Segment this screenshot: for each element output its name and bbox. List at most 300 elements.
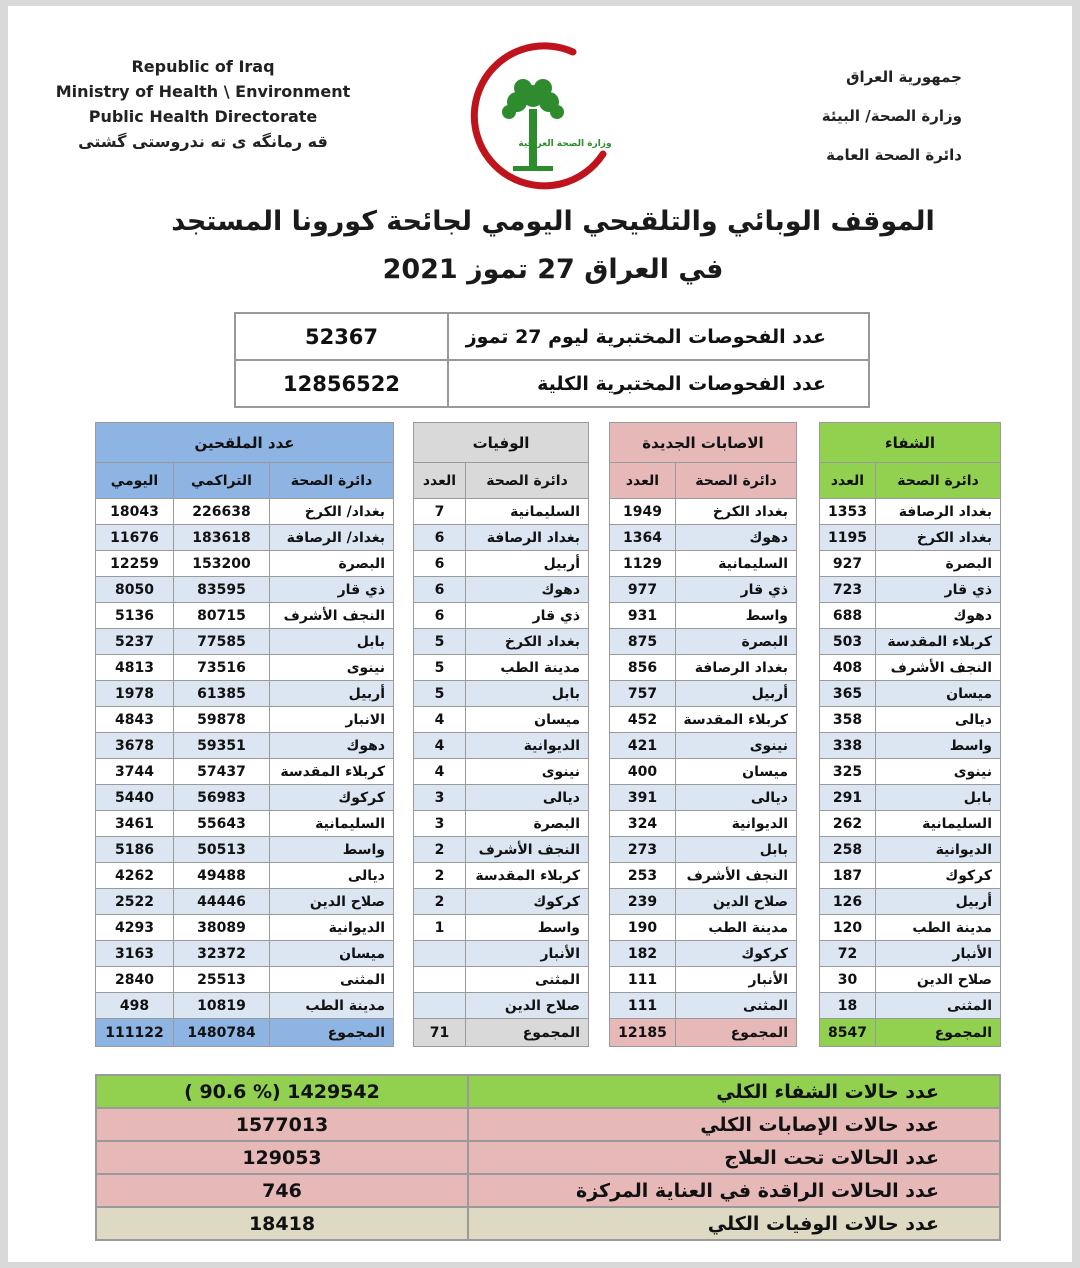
summary-value: 746	[96, 1174, 468, 1207]
vaccinated-daily-cell: 5440	[96, 785, 174, 811]
deaths-name-cell: صلاح الدين	[466, 993, 589, 1019]
vaccinated-cumulative-cell: 50513	[174, 837, 270, 863]
vaccinated-row	[96, 551, 394, 577]
vaccinated-name-cell: ذي قار	[270, 577, 394, 603]
vaccinated-name-cell: نينوى	[270, 655, 394, 681]
vaccinated-row	[96, 681, 394, 707]
summary-value: ( 90.6 %) 1429542	[96, 1075, 468, 1108]
new-cases-name-cell: دهوك	[676, 525, 797, 551]
new-cases-count-cell: 757	[610, 681, 676, 707]
new-cases-name-cell: المثنى	[676, 993, 797, 1019]
recovered-count-cell: 262	[820, 811, 876, 837]
deaths-name-cell: النجف الأشرف	[466, 837, 589, 863]
deaths-row	[414, 629, 589, 655]
new-cases-row	[610, 629, 797, 655]
deaths-row	[414, 837, 589, 863]
daily-tests-value: 52367	[235, 313, 448, 360]
new-cases-row	[610, 837, 797, 863]
vaccinated-daily-cell: 2840	[96, 967, 174, 993]
vaccinated-cumulative-cell: 80715	[174, 603, 270, 629]
deaths-name-cell: بغداد الكرخ	[466, 629, 589, 655]
vaccinated-daily-cell: 11676	[96, 525, 174, 551]
vaccinated-caption: عدد الملقحين	[96, 423, 394, 463]
lab-tests-table	[234, 312, 870, 408]
deaths-row	[414, 889, 589, 915]
recovered-count-cell: 187	[820, 863, 876, 889]
recovered-row	[820, 551, 1001, 577]
new-cases-row	[610, 941, 797, 967]
deaths-col-count: العدد	[414, 463, 466, 499]
vaccinated-row	[96, 603, 394, 629]
vaccinated-cumulative-cell: 57437	[174, 759, 270, 785]
recovered-row	[820, 811, 1001, 837]
summary-row-icu	[96, 1174, 1000, 1207]
new-cases-count-cell: 1129	[610, 551, 676, 577]
new-cases-row	[610, 811, 797, 837]
recovered-table	[819, 422, 1001, 1047]
new-cases-row	[610, 681, 797, 707]
total-tests-label: عدد الفحوصات المختبرية الكلية	[448, 360, 869, 407]
vaccinated-row	[96, 837, 394, 863]
recovered-count-cell: 503	[820, 629, 876, 655]
deaths-row	[414, 681, 589, 707]
new-cases-name-cell: ديالى	[676, 785, 797, 811]
recovered-name-cell: الديوانية	[876, 837, 1001, 863]
recovered-name-cell: ذي قار	[876, 577, 1001, 603]
new-cases-total-value: 12185	[610, 1019, 676, 1047]
summary-value: 18418	[96, 1207, 468, 1240]
vaccinated-daily-cell: 12259	[96, 551, 174, 577]
recovered-row	[820, 785, 1001, 811]
deaths-name-cell: بابل	[466, 681, 589, 707]
vaccinated-daily-cell: 5136	[96, 603, 174, 629]
recovered-name-cell: دهوك	[876, 603, 1001, 629]
recovered-row	[820, 499, 1001, 525]
vaccinated-name-cell: النجف الأشرف	[270, 603, 394, 629]
header-en-line: Ministry of Health \ Environment	[55, 82, 351, 101]
vaccinated-name-cell: الديوانية	[270, 915, 394, 941]
new-cases-name-cell: كربلاء المقدسة	[676, 707, 797, 733]
vaccinated-name-cell: بابل	[270, 629, 394, 655]
vaccinated-cumulative-cell: 183618	[174, 525, 270, 551]
vaccinated-total-row	[96, 1019, 394, 1047]
deaths-name-cell: الأنبار	[466, 941, 589, 967]
new-cases-name-cell: بغداد الكرخ	[676, 499, 797, 525]
deaths-row	[414, 525, 589, 551]
deaths-count-cell: 5	[414, 655, 466, 681]
recovered-name-cell: نينوى	[876, 759, 1001, 785]
deaths-name-cell: السليمانية	[466, 499, 589, 525]
vaccinated-name-cell: مدينة الطب	[270, 993, 394, 1019]
new-cases-name-cell: الديوانية	[676, 811, 797, 837]
new-cases-name-cell: الأنبار	[676, 967, 797, 993]
deaths-row	[414, 577, 589, 603]
vaccinated-row	[96, 785, 394, 811]
vaccinated-table	[95, 422, 394, 1047]
deaths-row	[414, 759, 589, 785]
new-cases-name-cell: نينوى	[676, 733, 797, 759]
vaccinated-name-cell: ميسان	[270, 941, 394, 967]
new-cases-name-cell: البصرة	[676, 629, 797, 655]
vaccinated-cumulative-cell: 25513	[174, 967, 270, 993]
deaths-count-cell: 6	[414, 551, 466, 577]
vaccinated-cumulative-cell: 73516	[174, 655, 270, 681]
recovered-row	[820, 759, 1001, 785]
deaths-count-cell: 2	[414, 889, 466, 915]
recovered-row	[820, 681, 1001, 707]
page-title: الموقف الوبائي والتلقيحي اليومي لجائحة كورونا المستجد	[171, 206, 935, 237]
deaths-count-cell: 7	[414, 499, 466, 525]
new-cases-count-cell: 931	[610, 603, 676, 629]
summary-label: عدد حالات الوفيات الكلي	[468, 1207, 1000, 1240]
vaccinated-row	[96, 915, 394, 941]
vaccinated-total-cumulative: 1480784	[174, 1019, 270, 1047]
deaths-name-cell: البصرة	[466, 811, 589, 837]
recovered-row	[820, 889, 1001, 915]
new-cases-name-cell: واسط	[676, 603, 797, 629]
recovered-count-cell: 723	[820, 577, 876, 603]
recovered-count-cell: 688	[820, 603, 876, 629]
vaccinated-cumulative-cell: 55643	[174, 811, 270, 837]
vaccinated-row	[96, 525, 394, 551]
deaths-count-cell: 6	[414, 577, 466, 603]
recovered-col-count: العدد	[820, 463, 876, 499]
vaccinated-daily-cell: 4293	[96, 915, 174, 941]
header-arabic	[762, 58, 962, 175]
deaths-name-cell: كركوك	[466, 889, 589, 915]
deaths-name-cell: كربلاء المقدسة	[466, 863, 589, 889]
recovered-row	[820, 993, 1001, 1019]
new-cases-col-name: دائرة الصحة	[676, 463, 797, 499]
new-cases-row	[610, 759, 797, 785]
recovered-count-cell: 258	[820, 837, 876, 863]
deaths-name-cell: واسط	[466, 915, 589, 941]
recovered-name-cell: واسط	[876, 733, 1001, 759]
vaccinated-daily-cell: 3678	[96, 733, 174, 759]
new-cases-row	[610, 525, 797, 551]
new-cases-count-cell: 111	[610, 993, 676, 1019]
new-cases-caption: الاصابات الجديدة	[610, 423, 797, 463]
vaccinated-cumulative-cell: 32372	[174, 941, 270, 967]
deaths-col-name: دائرة الصحة	[466, 463, 589, 499]
recovered-row	[820, 915, 1001, 941]
new-cases-row	[610, 707, 797, 733]
recovered-count-cell: 30	[820, 967, 876, 993]
recovered-count-cell: 408	[820, 655, 876, 681]
new-cases-name-cell: أربيل	[676, 681, 797, 707]
deaths-name-cell: بغداد الرصافة	[466, 525, 589, 551]
new-cases-row	[610, 551, 797, 577]
deaths-count-cell	[414, 941, 466, 967]
new-cases-row	[610, 603, 797, 629]
deaths-count-cell: 5	[414, 681, 466, 707]
new-cases-row	[610, 655, 797, 681]
recovered-name-cell: مدينة الطب	[876, 915, 1001, 941]
new-cases-total-label: المجموع	[676, 1019, 797, 1047]
summary-label: عدد الحالات الراقدة في العناية المركزة	[468, 1174, 1000, 1207]
deaths-row	[414, 733, 589, 759]
vaccinated-cumulative-cell: 44446	[174, 889, 270, 915]
deaths-count-cell	[414, 993, 466, 1019]
vaccinated-name-cell: بغداد/ الكرخ	[270, 499, 394, 525]
vaccinated-daily-cell: 1978	[96, 681, 174, 707]
recovered-row	[820, 967, 1001, 993]
deaths-count-cell	[414, 967, 466, 993]
header-ar-line: دائرة الصحة العامة	[826, 146, 962, 164]
new-cases-row	[610, 863, 797, 889]
recovered-row	[820, 863, 1001, 889]
ministry-logo-icon	[453, 34, 633, 194]
vaccinated-name-cell: كربلاء المقدسة	[270, 759, 394, 785]
recovered-row	[820, 629, 1001, 655]
deaths-name-cell: الديوانية	[466, 733, 589, 759]
new-cases-name-cell: ميسان	[676, 759, 797, 785]
new-cases-count-cell: 324	[610, 811, 676, 837]
vaccinated-row	[96, 499, 394, 525]
recovered-count-cell: 358	[820, 707, 876, 733]
deaths-row	[414, 967, 589, 993]
recovered-name-cell: البصرة	[876, 551, 1001, 577]
vaccinated-cumulative-cell: 61385	[174, 681, 270, 707]
recovered-count-cell: 325	[820, 759, 876, 785]
summary-row-total-recovered	[96, 1075, 1000, 1108]
vaccinated-name-cell: البصرة	[270, 551, 394, 577]
vaccinated-row	[96, 889, 394, 915]
deaths-total-value: 71	[414, 1019, 466, 1047]
logo-text: وزارة الصحة العراقية	[518, 139, 612, 149]
summary-table	[95, 1074, 1001, 1241]
deaths-count-cell: 4	[414, 759, 466, 785]
deaths-total-label: المجموع	[466, 1019, 589, 1047]
summary-value: 129053	[96, 1141, 468, 1174]
vaccinated-row	[96, 967, 394, 993]
deaths-row	[414, 811, 589, 837]
vaccinated-daily-cell: 3461	[96, 811, 174, 837]
recovered-row	[820, 525, 1001, 551]
recovered-name-cell: صلاح الدين	[876, 967, 1001, 993]
recovered-name-cell: كربلاء المقدسة	[876, 629, 1001, 655]
deaths-count-cell: 4	[414, 733, 466, 759]
vaccinated-cumulative-cell: 59878	[174, 707, 270, 733]
recovered-col-name: دائرة الصحة	[876, 463, 1001, 499]
vaccinated-row	[96, 577, 394, 603]
recovered-name-cell: بغداد الكرخ	[876, 525, 1001, 551]
deaths-count-cell: 5	[414, 629, 466, 655]
recovered-count-cell: 120	[820, 915, 876, 941]
new-cases-count-cell: 452	[610, 707, 676, 733]
recovered-row	[820, 837, 1001, 863]
new-cases-count-cell: 400	[610, 759, 676, 785]
new-cases-name-cell: صلاح الدين	[676, 889, 797, 915]
vaccinated-row	[96, 941, 394, 967]
new-cases-count-cell: 1364	[610, 525, 676, 551]
vaccinated-col-daily: اليومي	[96, 463, 174, 499]
new-cases-count-cell: 1949	[610, 499, 676, 525]
vaccinated-row	[96, 993, 394, 1019]
new-cases-total-row	[610, 1019, 797, 1047]
new-cases-row	[610, 967, 797, 993]
new-cases-count-cell: 391	[610, 785, 676, 811]
vaccinated-row	[96, 759, 394, 785]
deaths-count-cell: 2	[414, 863, 466, 889]
recovered-row	[820, 941, 1001, 967]
vaccinated-row	[96, 733, 394, 759]
new-cases-col-count: العدد	[610, 463, 676, 499]
new-cases-name-cell: النجف الأشرف	[676, 863, 797, 889]
vaccinated-daily-cell: 5237	[96, 629, 174, 655]
summary-row-under-treatment	[96, 1141, 1000, 1174]
recovered-count-cell: 927	[820, 551, 876, 577]
deaths-row	[414, 707, 589, 733]
deaths-row	[414, 863, 589, 889]
new-cases-count-cell: 111	[610, 967, 676, 993]
deaths-count-cell: 6	[414, 525, 466, 551]
recovered-total-label: المجموع	[876, 1019, 1001, 1047]
page-subtitle-date: في العراق 27 تموز 2021	[382, 254, 724, 285]
deaths-name-cell: ديالى	[466, 785, 589, 811]
new-cases-name-cell: ذي قار	[676, 577, 797, 603]
vaccinated-row	[96, 811, 394, 837]
vaccinated-col-name: دائرة الصحة	[270, 463, 394, 499]
recovered-name-cell: أربيل	[876, 889, 1001, 915]
deaths-row	[414, 655, 589, 681]
recovered-count-cell: 1195	[820, 525, 876, 551]
recovered-caption: الشفاء	[820, 423, 1001, 463]
vaccinated-daily-cell: 3744	[96, 759, 174, 785]
vaccinated-name-cell: صلاح الدين	[270, 889, 394, 915]
recovered-row	[820, 577, 1001, 603]
recovered-name-cell: ميسان	[876, 681, 1001, 707]
total-tests-value: 12856522	[235, 360, 448, 407]
recovered-name-cell: المثنى	[876, 993, 1001, 1019]
vaccinated-daily-cell: 8050	[96, 577, 174, 603]
vaccinated-row	[96, 707, 394, 733]
deaths-count-cell: 2	[414, 837, 466, 863]
daily-tests-label: عدد الفحوصات المختبرية ليوم 27 تموز	[448, 313, 869, 360]
vaccinated-daily-cell: 18043	[96, 499, 174, 525]
vaccinated-daily-cell: 5186	[96, 837, 174, 863]
recovered-total-value: 8547	[820, 1019, 876, 1047]
recovered-name-cell: النجف الأشرف	[876, 655, 1001, 681]
vaccinated-name-cell: الانبار	[270, 707, 394, 733]
header-en-line: Public Health Directorate	[88, 107, 318, 126]
new-cases-count-cell: 856	[610, 655, 676, 681]
deaths-row	[414, 603, 589, 629]
deaths-table	[413, 422, 589, 1047]
new-cases-name-cell: مدينة الطب	[676, 915, 797, 941]
vaccinated-cumulative-cell: 83595	[174, 577, 270, 603]
summary-label: عدد حالات الإصابات الكلي	[468, 1108, 1000, 1141]
recovered-name-cell: بغداد الرصافة	[876, 499, 1001, 525]
vaccinated-name-cell: دهوك	[270, 733, 394, 759]
deaths-count-cell: 6	[414, 603, 466, 629]
vaccinated-name-cell: كركوك	[270, 785, 394, 811]
ministry-logo	[453, 34, 633, 194]
new-cases-row	[610, 889, 797, 915]
deaths-name-cell: ذي قار	[466, 603, 589, 629]
vaccinated-cumulative-cell: 226638	[174, 499, 270, 525]
deaths-row	[414, 785, 589, 811]
new-cases-count-cell: 273	[610, 837, 676, 863]
deaths-name-cell: مدينة الطب	[466, 655, 589, 681]
new-cases-row	[610, 499, 797, 525]
header-en-line: قه رمانگه ی ته ندروستی گشتی	[78, 132, 328, 151]
header-ar-line: وزارة الصحة/ البيئة	[821, 107, 962, 125]
vaccinated-col-cumulative: التراكمي	[174, 463, 270, 499]
tests-row-daily	[235, 313, 869, 360]
deaths-total-row	[414, 1019, 589, 1047]
recovered-count-cell: 126	[820, 889, 876, 915]
summary-row-total-cases	[96, 1108, 1000, 1141]
vaccinated-daily-cell: 2522	[96, 889, 174, 915]
new-cases-row	[610, 577, 797, 603]
deaths-name-cell: نينوى	[466, 759, 589, 785]
recovered-count-cell: 338	[820, 733, 876, 759]
new-cases-count-cell: 421	[610, 733, 676, 759]
vaccinated-cumulative-cell: 77585	[174, 629, 270, 655]
recovered-row	[820, 707, 1001, 733]
new-cases-count-cell: 239	[610, 889, 676, 915]
recovered-count-cell: 1353	[820, 499, 876, 525]
vaccinated-name-cell: أربيل	[270, 681, 394, 707]
new-cases-name-cell: بغداد الرصافة	[676, 655, 797, 681]
deaths-name-cell: دهوك	[466, 577, 589, 603]
vaccinated-name-cell: ديالى	[270, 863, 394, 889]
new-cases-row	[610, 733, 797, 759]
recovered-count-cell: 291	[820, 785, 876, 811]
vaccinated-row	[96, 655, 394, 681]
vaccinated-name-cell: المثنى	[270, 967, 394, 993]
summary-label: عدد الحالات تحت العلاج	[468, 1141, 1000, 1174]
new-cases-count-cell: 875	[610, 629, 676, 655]
new-cases-count-cell: 253	[610, 863, 676, 889]
new-cases-count-cell: 182	[610, 941, 676, 967]
recovered-total-row	[820, 1019, 1001, 1047]
vaccinated-total-daily: 111122	[96, 1019, 174, 1047]
vaccinated-daily-cell: 498	[96, 993, 174, 1019]
vaccinated-cumulative-cell: 56983	[174, 785, 270, 811]
new-cases-name-cell: السليمانية	[676, 551, 797, 577]
vaccinated-daily-cell: 4843	[96, 707, 174, 733]
vaccinated-daily-cell: 4813	[96, 655, 174, 681]
recovered-count-cell: 365	[820, 681, 876, 707]
new-cases-row	[610, 915, 797, 941]
recovered-row	[820, 603, 1001, 629]
vaccinated-cumulative-cell: 59351	[174, 733, 270, 759]
summary-row-total-deaths	[96, 1207, 1000, 1240]
deaths-count-cell: 3	[414, 785, 466, 811]
deaths-count-cell: 4	[414, 707, 466, 733]
new-cases-count-cell: 190	[610, 915, 676, 941]
deaths-name-cell: المثنى	[466, 967, 589, 993]
recovered-count-cell: 18	[820, 993, 876, 1019]
vaccinated-row	[96, 863, 394, 889]
vaccinated-name-cell: واسط	[270, 837, 394, 863]
vaccinated-cumulative-cell: 10819	[174, 993, 270, 1019]
summary-label: عدد حالات الشفاء الكلي	[468, 1075, 1000, 1108]
deaths-row	[414, 499, 589, 525]
header-ar-line: جمهورية العراق	[846, 68, 962, 86]
deaths-name-cell: أربيل	[466, 551, 589, 577]
deaths-count-cell: 1	[414, 915, 466, 941]
recovered-name-cell: السليمانية	[876, 811, 1001, 837]
new-cases-name-cell: كركوك	[676, 941, 797, 967]
deaths-row	[414, 941, 589, 967]
new-cases-count-cell: 977	[610, 577, 676, 603]
vaccinated-daily-cell: 4262	[96, 863, 174, 889]
vaccinated-name-cell: السليمانية	[270, 811, 394, 837]
vaccinated-name-cell: بغداد/ الرصافة	[270, 525, 394, 551]
